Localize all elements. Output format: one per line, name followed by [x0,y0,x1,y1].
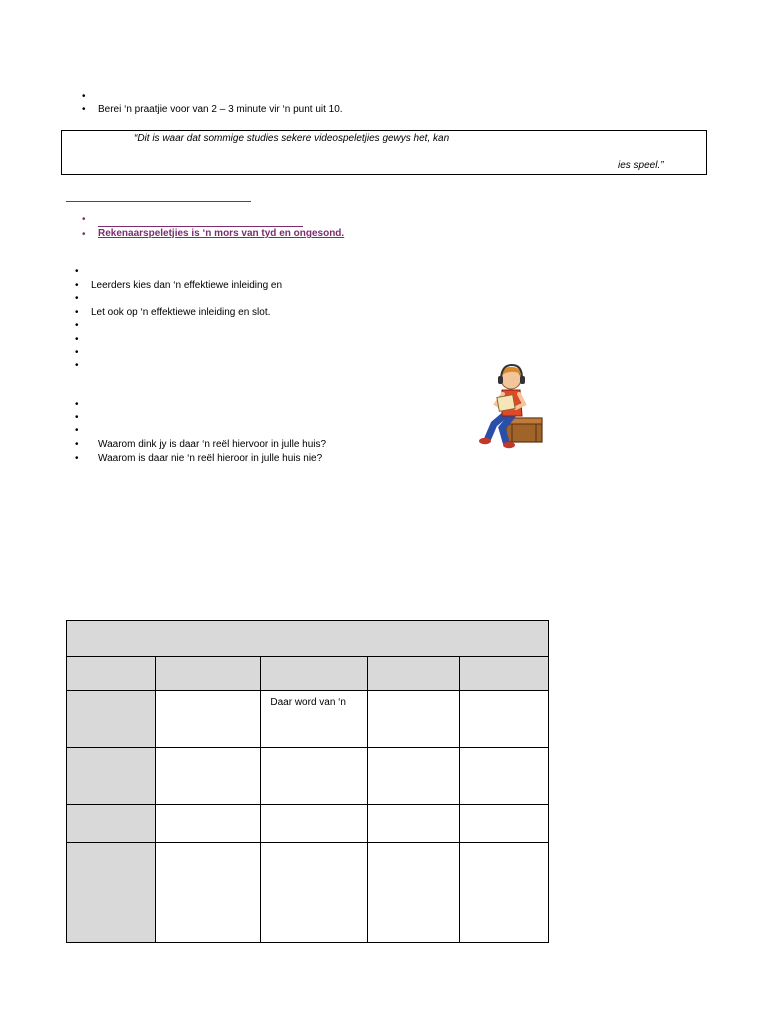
rubric-cell [261,843,367,943]
bullet-marker: • [75,453,79,464]
bullet-marker: • [82,91,86,102]
bullet-marker: • [75,439,79,450]
rubric-column-header [156,657,261,691]
heading-underline [66,201,251,202]
cell-text [460,805,548,817]
cell-text [67,843,155,855]
column-label [261,657,366,669]
bullet-marker: • [75,360,79,371]
cell-text [460,691,548,703]
rubric-row-label [67,691,156,748]
table-row [67,843,549,943]
question-item: Waarom dink jy is daar ‘n reël hiervoor in julle huis? [98,439,327,450]
rubric-cell [459,805,548,843]
cell-text [67,805,155,817]
cell-text [460,748,548,760]
topic-underline [98,226,303,227]
rubric-column-header [367,657,459,691]
question-item: Waarom is daar nie ‘n reël hieroor in julle huis nie? [98,453,323,464]
quote-line-2: ies speel.” [618,160,664,171]
column-label [460,657,548,669]
column-label [67,657,155,669]
cell-text [156,691,260,703]
topic-item: Rekenaarspeletjies is ‘n mors van tyd en ongesond. [98,228,345,239]
rubric-cell [156,805,261,843]
cell-text [156,805,260,817]
column-label [368,657,459,669]
rubric-cell [261,748,367,805]
bullet-marker: • [82,214,86,225]
bullet-marker: • [75,347,79,358]
cell-text [156,748,260,760]
boy-with-headphones-on-chest-icon [472,362,552,454]
cell-text [261,843,366,855]
quote-line-1: “Dit is waar dat sommige studies sekere videospeletjies gewys het, kan [134,133,450,144]
rubric-cell [261,805,367,843]
instruction-item: Let ook op ‘n effektiewe inleiding en slot. [91,307,271,318]
bullet-marker: • [75,320,79,331]
rubric-cell [459,843,548,943]
table-row [67,805,549,843]
table-row [67,691,549,748]
bullet-marker: • [75,399,79,410]
rubric-cell [459,748,548,805]
rubric-row-label [67,805,156,843]
cell-text [261,805,366,817]
rubric-title [67,621,548,633]
bullet-marker: • [75,293,79,304]
cell-text [368,691,459,703]
bullet-marker: • [75,307,79,318]
cell-text [67,748,155,760]
rubric-row-label [67,843,156,943]
rubric-cell [156,748,261,805]
rubric-column-header [459,657,548,691]
bullet-marker: • [75,280,79,291]
cell-text [261,748,366,760]
cell-text [368,805,459,817]
rubric-column-header [67,657,156,691]
rubric-column-header [261,657,367,691]
quote-box [61,130,707,175]
cell-text: Daar word van ‘n [270,697,346,708]
rubric-cell [367,843,459,943]
rubric-cell [459,691,548,748]
instruction-item: Leerders kies dan ‘n effektiewe inleiding en [91,280,283,291]
bullet-marker: • [75,425,79,436]
cell-text [368,748,459,760]
section1-item: Berei ‘n praatjie voor van 2 – 3 minute vir ‘n punt uit 10. [98,104,343,115]
table-row [67,748,549,805]
bullet-marker: • [75,266,79,277]
bullet-marker: • [82,104,86,115]
column-label [156,657,260,669]
rubric-row-label [67,748,156,805]
cell-text [67,691,155,703]
rubric-table [66,620,549,943]
rubric-cell [367,748,459,805]
rubric-cell [156,691,261,748]
rubric-cell [261,691,367,748]
rubric-cell [156,843,261,943]
bullet-marker: • [75,412,79,423]
cell-text [368,843,459,855]
rubric-cell [367,691,459,748]
bullet-marker: • [75,334,79,345]
cell-text [156,843,260,855]
bullet-marker: • [82,229,86,240]
rubric-cell [367,805,459,843]
cell-text [460,843,548,855]
rubric-title-cell [67,621,549,657]
